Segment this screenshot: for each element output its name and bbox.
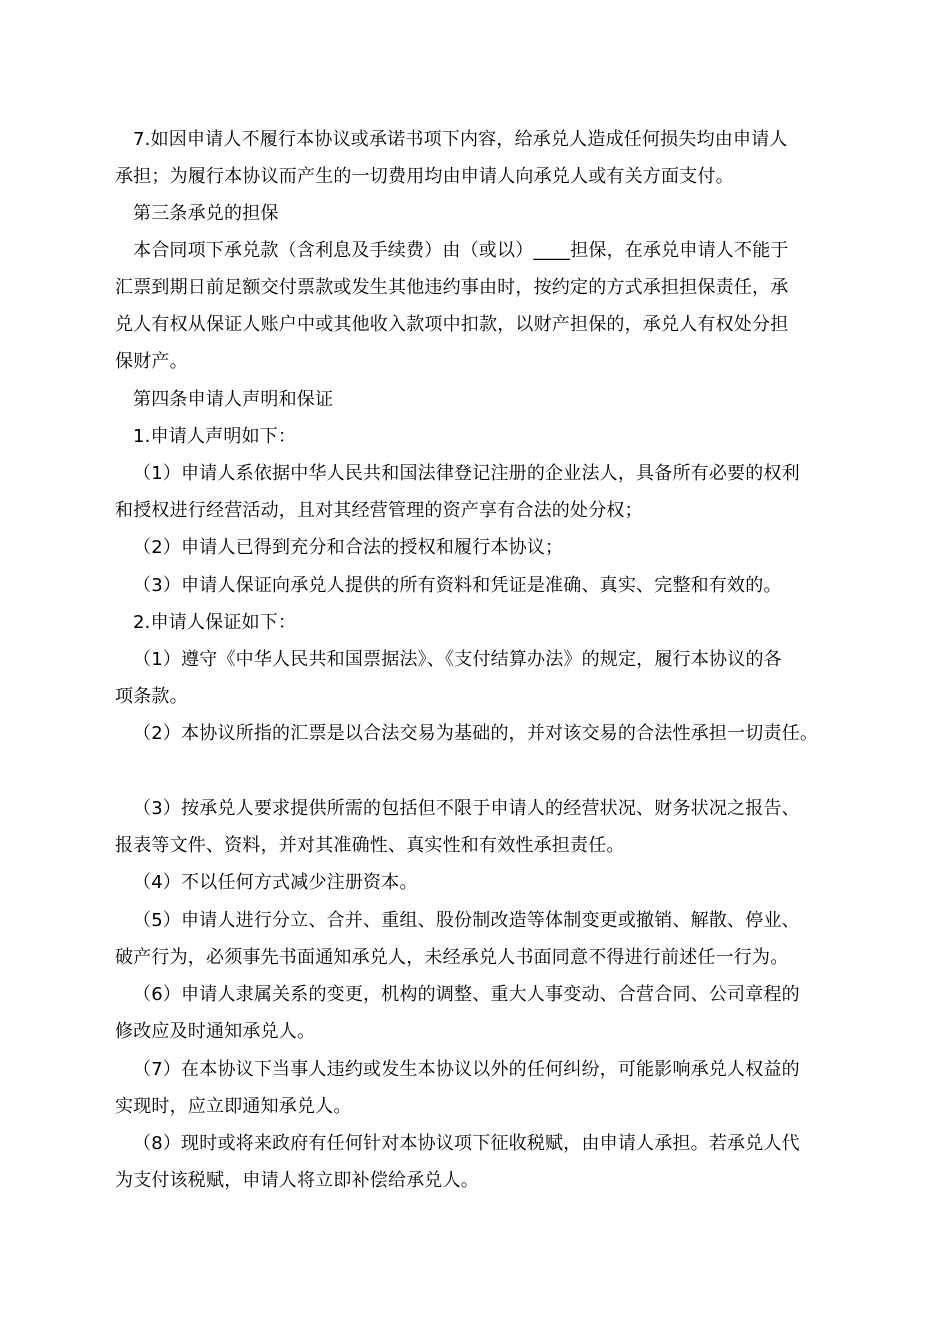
paragraph-line: 破产行为，必须事先书面通知承兑人，未经承兑人书面同意不得进行前述任一行为。: [115, 947, 789, 968]
paragraph-line: （2）本协议所指的汇票是以合法交易为基础的，并对该交易的合法性承担一切责任。: [133, 723, 819, 744]
paragraph-line: （6）申请人隶属关系的变更，机构的调整、重大人事变动、合营合同、公司章程的: [133, 984, 800, 1005]
paragraph-line: 修改应及时通知承兑人。: [115, 1021, 316, 1042]
paragraph-line: 7.如因申请人不履行本协议或承诺书项下内容，给承兑人造成任何损失均由申请人: [133, 129, 788, 150]
paragraph-line: （2）申请人已得到充分和合法的授权和履行本协议；: [133, 537, 564, 558]
paragraph-line: （8）现时或将来政府有任何针对本协议项下征收税赋，由申请人承担。若承兑人代: [133, 1133, 800, 1154]
paragraph-line: 报表等文件、资料，并对其准确性、真实性和有效性承担责任。: [115, 835, 625, 856]
paragraph-line: 2.申请人保证如下：: [133, 612, 297, 633]
paragraph-line: （1）申请人系依据中华人民共和国法律登记注册的企业法人，具备所有必要的权利: [133, 463, 800, 484]
section-heading: 第三条承兑的担保: [133, 203, 279, 224]
paragraph-line: 项条款。: [115, 686, 188, 707]
paragraph-line: （7）在本协议下当事人违约或发生本协议以外的任何纠纷，可能影响承兑人权益的: [133, 1059, 800, 1080]
paragraph-line: （1）遵守《中华人民共和国票据法》、《支付结算办法》的规定，履行本协议的各: [133, 649, 782, 670]
section-heading: 第四条申请人声明和保证: [133, 389, 334, 410]
paragraph-line: 保财产。: [115, 351, 188, 372]
paragraph-line: （3）申请人保证向承兑人提供的所有资料和凭证是准确、真实、完整和有效的。: [133, 575, 782, 596]
paragraph-line: （5）申请人进行分立、合并、重组、股份制改造等体制变更或撤销、解散、停业、: [133, 910, 800, 931]
paragraph-line: 本合同项下承兑款（含利息及手续费）由（或以）____担保，在承兑申请人不能于: [133, 240, 789, 261]
paragraph-line: 和授权进行经营活动，且对其经营管理的资产享有合法的处分权；: [115, 500, 643, 521]
paragraph-line: 为支付该税赋，申请人将立即补偿给承兑人。: [115, 1170, 479, 1191]
paragraph-line: 兑人有权从保证人账户中或其他收入款项中扣款，以财产担保的，承兑人有权处分担: [115, 314, 789, 335]
paragraph-line: （4）不以任何方式减少注册资本。: [133, 872, 418, 893]
paragraph-line: 1.申请人声明如下：: [133, 426, 297, 447]
paragraph-line: 承担；为履行本协议而产生的一切费用均由申请人向承兑人或有关方面支付。: [115, 166, 734, 187]
paragraph-line: 汇票到期日前足额交付票款或发生其他违约事由时，按约定的方式承担担保责任，承: [115, 277, 789, 298]
paragraph-line: （3）按承兑人要求提供所需的包括但不限于申请人的经营状况、财务状况之报告、: [133, 798, 800, 819]
paragraph-line: 实现时，应立即通知承兑人。: [115, 1096, 352, 1117]
